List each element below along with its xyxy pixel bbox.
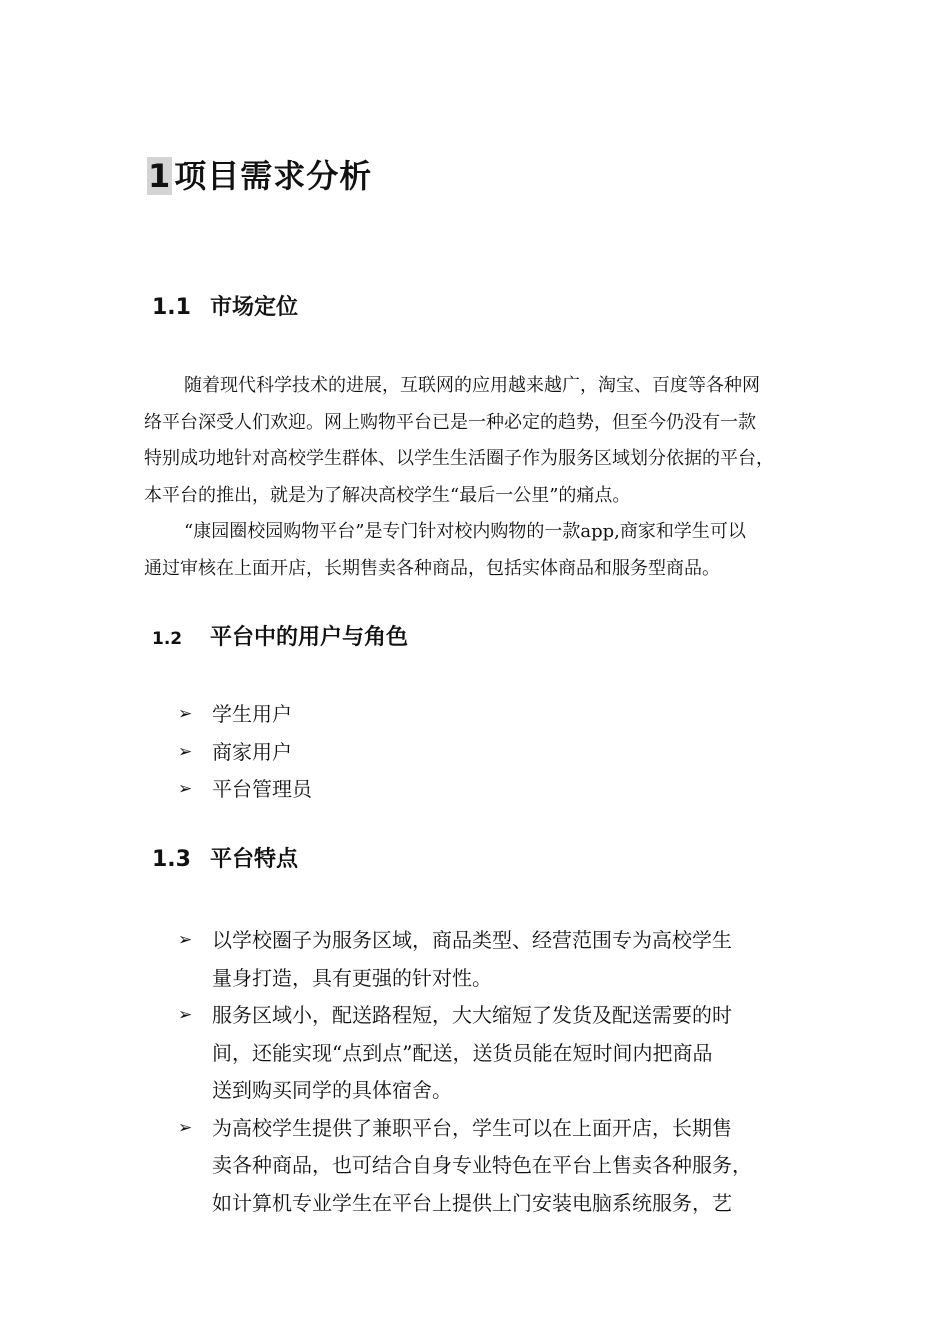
paragraph-line: 通过审核在上面开店，长期售卖各种商品，包括实体商品和服务型商品。 (144, 557, 720, 579)
list-item: ➢ 服务区域小，配送路程短，大大缩短了发货及配送需要的时 间，还能实现“点到点”配送，送货员能在短时间内把商品 送到购买同学的具体宿舍。 (178, 997, 838, 1110)
arrow-bullet-icon: ➢ (178, 930, 193, 950)
section-heading-1-3 (152, 842, 298, 878)
paragraph-line: 本平台的推出，就是为了解决高校学生“最后一公里”的痛点。 (144, 484, 631, 506)
list-item: ➢ 学生用户 (178, 696, 838, 734)
list-item: ➢ 平台管理员 (178, 771, 838, 809)
paragraph-market-1 (144, 368, 824, 514)
arrow-bullet-icon: ➢ (178, 779, 193, 799)
list-item: ➢ 为高校学生提供了兼职平台，学生可以在上面开店，长期售 卖各种商品，也可结合自身专业特色在平台上售卖各种服务， 如计算机专业学生在平台上提供上门安装电脑系统服务，艺 (178, 1110, 838, 1223)
arrow-bullet-icon: ➢ (178, 1117, 193, 1138)
arrow-bullet-icon: ➢ (178, 1005, 193, 1025)
chapter-number: 1 (148, 157, 172, 195)
paragraph-line: “康园圈校园购物平台”是专门针对校内购物的一款app,商家和学生可以 (184, 521, 746, 542)
features-list (178, 922, 838, 1222)
section-heading-1-2 (152, 620, 408, 657)
chapter-heading (147, 150, 372, 202)
chapter-title: 项目需求分析 (174, 157, 373, 195)
paragraph-market-2 (144, 514, 824, 587)
section-title: 平台中的用户与角色 (210, 625, 409, 650)
roles-list (178, 696, 838, 809)
section-number: 1.2 (152, 629, 183, 649)
paragraph-line: 随着现代科学技术的进展，互联网的应用越来越广，淘宝、百度等各种网 (184, 375, 760, 396)
paragraph-line: 特别成功地针对高校学生群体、以学生生活圈子作为服务区域划分依据的平台， (144, 448, 774, 469)
paragraph-line: 络平台深受人们欢迎。网上购物平台已是一种必定的趋势，但至今仍没有一款 (144, 411, 756, 433)
section-number: 1.3 (152, 847, 191, 872)
arrow-bullet-icon: ➢ (178, 704, 193, 724)
section-number: 1.1 (152, 295, 191, 320)
list-item: ➢ 以学校圈子为服务区域，商品类型、经营范围专为高校学生 量身打造，具有更强的针对性。 (178, 922, 838, 997)
section-title: 市场定位 (210, 295, 299, 320)
arrow-bullet-icon: ➢ (178, 741, 193, 762)
section-heading-1-1 (152, 290, 298, 326)
list-item: ➢ 商家用户 (178, 734, 838, 772)
section-title: 平台特点 (210, 847, 299, 872)
